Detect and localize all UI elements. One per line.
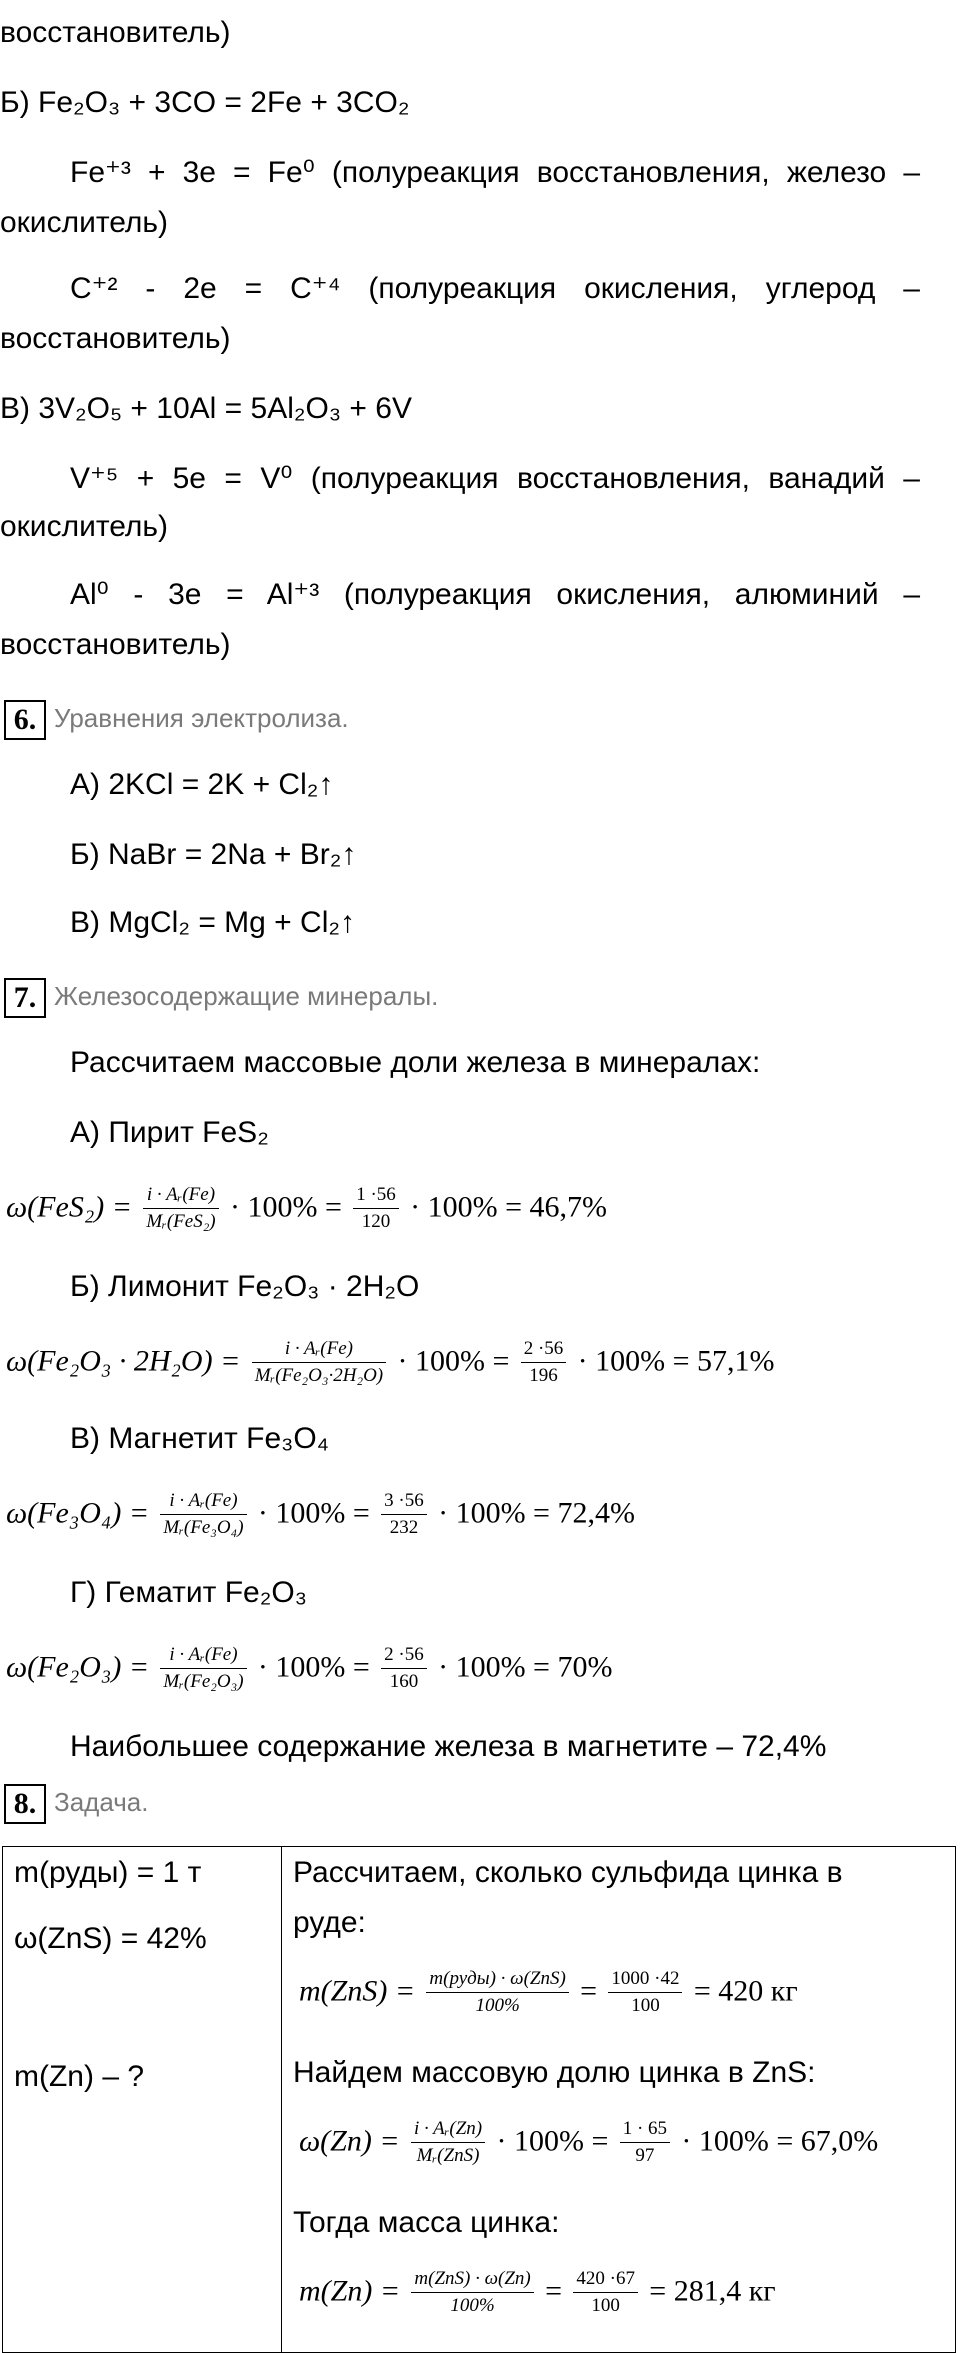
task-table	[2, 1846, 956, 2353]
mineral-label: В) Магнетит Fe₃O₄	[70, 1422, 329, 1455]
solution-text: руде:	[293, 1906, 366, 1939]
given-ore-mass: m(руды) = 1 т	[14, 1856, 202, 1889]
formula-hematite: ω(Fe₂O₃) = $\frac{\text{i · Aᵣ(Fe)}}{\text{Mᵣ(Fe₂O₃)}}$ · 100% = $\frac{2 \cdot 56}{160}$ · 100% = 70%	[6, 1644, 613, 1692]
formula-lhs: ω(Fe₂O₃ · 2H₂O) =	[6, 1344, 241, 1378]
fraction: $\frac{\text{m(руды) · ω(ZnS)}}{100\%}$	[426, 1968, 568, 2017]
fraction: $\frac{1 \cdot 65}{97}$	[620, 2118, 670, 2167]
equation-b: Б) Fe₂O₃ + 3CO = 2Fe + 3CO₂	[0, 86, 410, 119]
section-number: 7.	[4, 978, 46, 1018]
half-reaction-line: Fe⁺³ + 3e = Fe⁰ (полуреакция восстановления, железо –	[70, 156, 920, 189]
text-line: окислитель)	[0, 206, 169, 239]
half-reaction-line: V⁺⁵ + 5e = V⁰ (полуреакция восстановления, ванадий –	[70, 462, 920, 495]
fraction: $\frac{2 \cdot 56}{160}$	[381, 1644, 427, 1693]
formula-limonite: ω(Fe₂O₃ · 2H₂O) = $\frac{\text{i · Aᵣ(Fe)}}{\text{Mᵣ(Fe₂O₃·2H₂O)}}$ · 100% = $\frac{2 \cdot 56}{196}$ · 100% = 57,1%	[6, 1338, 775, 1386]
mineral-label: Б) Лимонит Fe₂O₃ · 2H₂O	[70, 1270, 420, 1303]
half-reaction-line: C⁺² - 2e = C⁺⁴ (полуреакция окисления, углерод –	[70, 272, 920, 305]
solution-text: Найдем массовую долю цинка в ZnS:	[293, 2056, 816, 2089]
solution-text: Рассчитаем, сколько сульфида цинка в	[293, 1856, 843, 1889]
given-cell	[3, 1847, 282, 2353]
electrolysis-c: В) MgCl₂ = Mg + Cl₂↑	[70, 906, 356, 939]
fraction: $\frac{\text{i · Aᵣ(Fe)}}{\text{Mᵣ(Fe₂O₃·2H₂O)}}$	[252, 1338, 386, 1387]
section-title: Уравнения электролиза.	[54, 703, 349, 733]
formula-pyrite: ω(FeS₂) = $\frac{\text{i · Aᵣ(Fe)}}{\text{Mᵣ(FeS₂)}}$ · 100% = $\frac{1 \cdot 56}{120}$ · 100% = 46,7%	[6, 1184, 608, 1232]
conclusion: Наибольшее содержание железа в магнетите – 72,4%	[70, 1730, 827, 1763]
formula-magnetite: ω(Fe₃O₄) = $\frac{\text{i · Aᵣ(Fe)}}{\text{Mᵣ(Fe₃O₄)}}$ · 100% = $\frac{3 \cdot 56}{232}$ · 100% = 72,4%	[6, 1490, 635, 1538]
formula-zn-fraction: ω(Zn) = $\frac{\text{i · Aᵣ(Zn)}}{\text{Mᵣ(ZnS)}}$ · 100% = $\frac{1 \cdot 65}{97}$ · 100% = 67,0%	[299, 2118, 879, 2166]
section-title: Железосодержащие минералы.	[54, 981, 439, 1011]
section-7-header	[4, 974, 438, 1018]
equation-v: В) 3V₂O₅ + 10Al = 5Al₂O₃ + 6V	[0, 392, 412, 425]
formula-lhs: ω(FeS₂) =	[6, 1190, 132, 1224]
formula-lhs: ω(Fe₂O₃) =	[6, 1650, 150, 1684]
fraction: $\frac{\text{i · Aᵣ(Fe)}}{\text{Mᵣ(FeS₂)}}$	[143, 1184, 218, 1233]
fraction: $\frac{3 \cdot 56}{232}$	[381, 1490, 427, 1539]
fraction: $\frac{\text{i · Aᵣ(Fe)}}{\text{Mᵣ(Fe₃O₄)}}$	[160, 1490, 246, 1539]
half-reaction-line: Al⁰ - 3e = Al⁺³ (полуреакция окисления, алюминий –	[70, 578, 920, 611]
formula-lhs: ω(Fe₃O₄) =	[6, 1496, 150, 1530]
text-line: восстановитель)	[0, 322, 231, 355]
fraction: $\frac{1 \cdot 56}{120}$	[353, 1184, 399, 1233]
text-line: окислитель)	[0, 510, 169, 543]
text-line: восстановитель)	[0, 16, 231, 49]
section-title: Задача.	[54, 1787, 149, 1817]
fraction: $\frac{\text{m(ZnS) · ω(Zn)}}{100\%}$	[411, 2268, 533, 2317]
text-line: восстановитель)	[0, 628, 231, 661]
electrolysis-b: Б) NaBr = 2Na + Br₂↑	[70, 838, 357, 871]
section-number: 8.	[4, 1784, 46, 1824]
mineral-label: А) Пирит FeS₂	[70, 1116, 269, 1149]
mineral-label: Г) Гематит Fe₂O₃	[70, 1576, 307, 1609]
fraction: $\frac{420 \cdot 67}{100}$	[573, 2268, 638, 2317]
formula-zn-mass: m(Zn) = $\frac{\text{m(ZnS) · ω(Zn)}}{100\%}$ = $\frac{420 \cdot 67}{100}$ = 281,4 кг	[299, 2268, 776, 2316]
fraction: $\frac{1000 \cdot 42}{100}$	[608, 1968, 682, 2017]
minerals-intro: Рассчитаем массовые доли железа в минералах:	[70, 1046, 761, 1079]
fraction: $\frac{\text{i · Aᵣ(Zn)}}{\text{Mᵣ(ZnS)}}$	[411, 2118, 485, 2167]
solution-text: Тогда масса цинка:	[293, 2206, 560, 2239]
find-zn-mass: m(Zn) – ?	[14, 2060, 145, 2093]
section-6-header	[4, 696, 349, 740]
section-8-header	[4, 1780, 148, 1824]
fraction: $\frac{\text{i · Aᵣ(Fe)}}{\text{Mᵣ(Fe₂O₃)}}$	[160, 1644, 246, 1693]
fraction: $\frac{2 \cdot 56}{196}$	[521, 1338, 567, 1387]
formula-zns-mass: m(ZnS) = $\frac{\text{m(руды) · ω(ZnS)}}{100\%}$ = $\frac{1000 \cdot 42}{100}$ = 420 кг	[299, 1968, 798, 2016]
solution-cell	[282, 1847, 956, 2353]
given-zns-fraction: ω(ZnS) = 42%	[14, 1922, 207, 1955]
electrolysis-a: А) 2KCl = 2K + Cl₂↑	[70, 768, 334, 801]
section-number: 6.	[4, 700, 46, 740]
